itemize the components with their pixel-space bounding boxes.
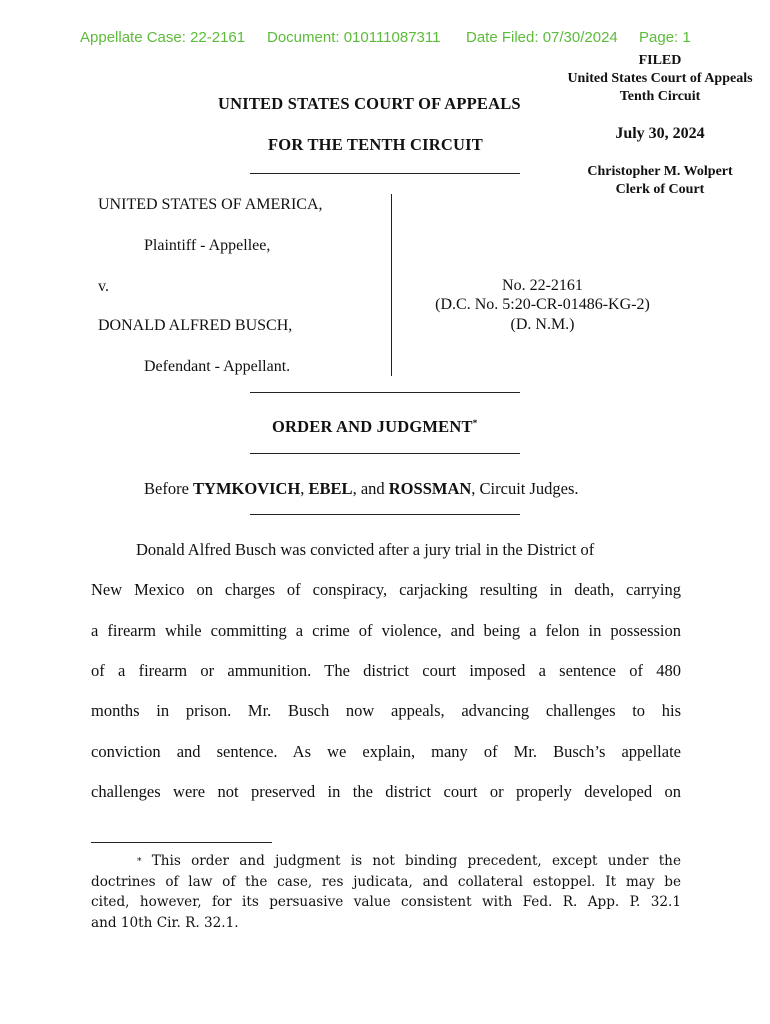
- divider-caption-bottom: [250, 392, 520, 393]
- stamp-document-number: Document: 010111087311: [267, 29, 441, 46]
- footnote-separator: [91, 842, 272, 843]
- footnote-line-1-text: This order and judgment is not binding precedent, except under the: [151, 853, 681, 869]
- caption-vertical-rule: [391, 194, 392, 376]
- versus: v.: [98, 278, 109, 295]
- filed-block: [560, 52, 760, 106]
- footnote-line-2: doctrines of law of the case, res judicata, and collateral estoppel. It may be: [91, 873, 681, 890]
- panel-suffix: , Circuit Judges.: [471, 479, 579, 498]
- plaintiff-role: Plaintiff - Appellee,: [144, 237, 271, 254]
- clerk-title: Clerk of Court: [615, 182, 705, 197]
- circuit-name: FOR THE TENTH CIRCUIT: [268, 135, 483, 154]
- court-name: UNITED STATES COURT OF APPEALS: [218, 94, 521, 113]
- filed-circuit: Tenth Circuit: [619, 89, 701, 104]
- document-title-text: ORDER AND JUDGMENT: [272, 417, 473, 436]
- document-title: [272, 417, 477, 437]
- panel-line: [144, 479, 579, 499]
- body-line-5: months in prison. Mr. Busch now appeals, advancing challenges to his: [91, 701, 681, 720]
- body-line-7: challenges were not preserved in the district court or properly developed on: [91, 782, 681, 801]
- footnote-line-1: [91, 851, 681, 872]
- filing-stamp-header: [0, 29, 770, 49]
- judge-3: ROSSMAN: [388, 479, 472, 498]
- divider-panel-bottom: [250, 514, 520, 515]
- divider-title-bottom: [250, 453, 520, 454]
- clerk-block: [560, 163, 760, 199]
- body-line-4: of a firearm or ammunition. The district court imposed a sentence of 480: [91, 661, 681, 680]
- footnote-marker: *: [137, 857, 142, 867]
- panel-prefix: Before: [144, 479, 194, 498]
- panel-sep-1: ,: [300, 479, 309, 498]
- clerk-name: Christopher M. Wolpert: [587, 164, 733, 179]
- filed-date: July 30, 2024: [615, 125, 705, 142]
- body-line-2: New Mexico on charges of conspiracy, carjacking resulting in death, carrying: [91, 580, 681, 599]
- body-line-3: a firearm while committing a crime of violence, and being a felon in possession: [91, 621, 681, 640]
- footnote-line-3: cited, however, for its persuasive value consistent with Fed. R. App. P. 32.1: [91, 894, 681, 910]
- plaintiff-name: UNITED STATES OF AMERICA,: [98, 196, 323, 213]
- defendant-name: DONALD ALFRED BUSCH,: [98, 317, 293, 334]
- body-line-6: conviction and sentence. As we explain, many of Mr. Busch’s appellate: [91, 742, 681, 761]
- panel-sep-2: , and: [352, 479, 389, 498]
- stamp-case-number: Appellate Case: 22-2161: [80, 29, 246, 46]
- divider-top: [250, 173, 520, 174]
- case-number: No. 22-2161: [502, 277, 583, 294]
- filed-court: United States Court of Appeals: [567, 71, 753, 86]
- filed-label: FILED: [638, 53, 682, 68]
- footnote: [91, 851, 681, 933]
- stamp-date-filed: Date Filed: 07/30/2024: [466, 29, 618, 46]
- judge-2: EBEL: [308, 479, 353, 498]
- district-court-number: (D.C. No. 5:20-CR-01486-KG-2): [435, 296, 650, 313]
- district-court: (D. N.M.): [510, 316, 575, 333]
- judge-1: TYMKOVICH: [193, 479, 301, 498]
- body-line-1: Donald Alfred Busch was convicted after a jury trial in the District of: [136, 540, 595, 559]
- defendant-role: Defendant - Appellant.: [144, 358, 291, 375]
- stamp-page-number: Page: 1: [639, 29, 691, 46]
- footnote-line-4: and 10th Cir. R. 32.1.: [91, 914, 239, 931]
- footnote-reference: *: [472, 418, 478, 428]
